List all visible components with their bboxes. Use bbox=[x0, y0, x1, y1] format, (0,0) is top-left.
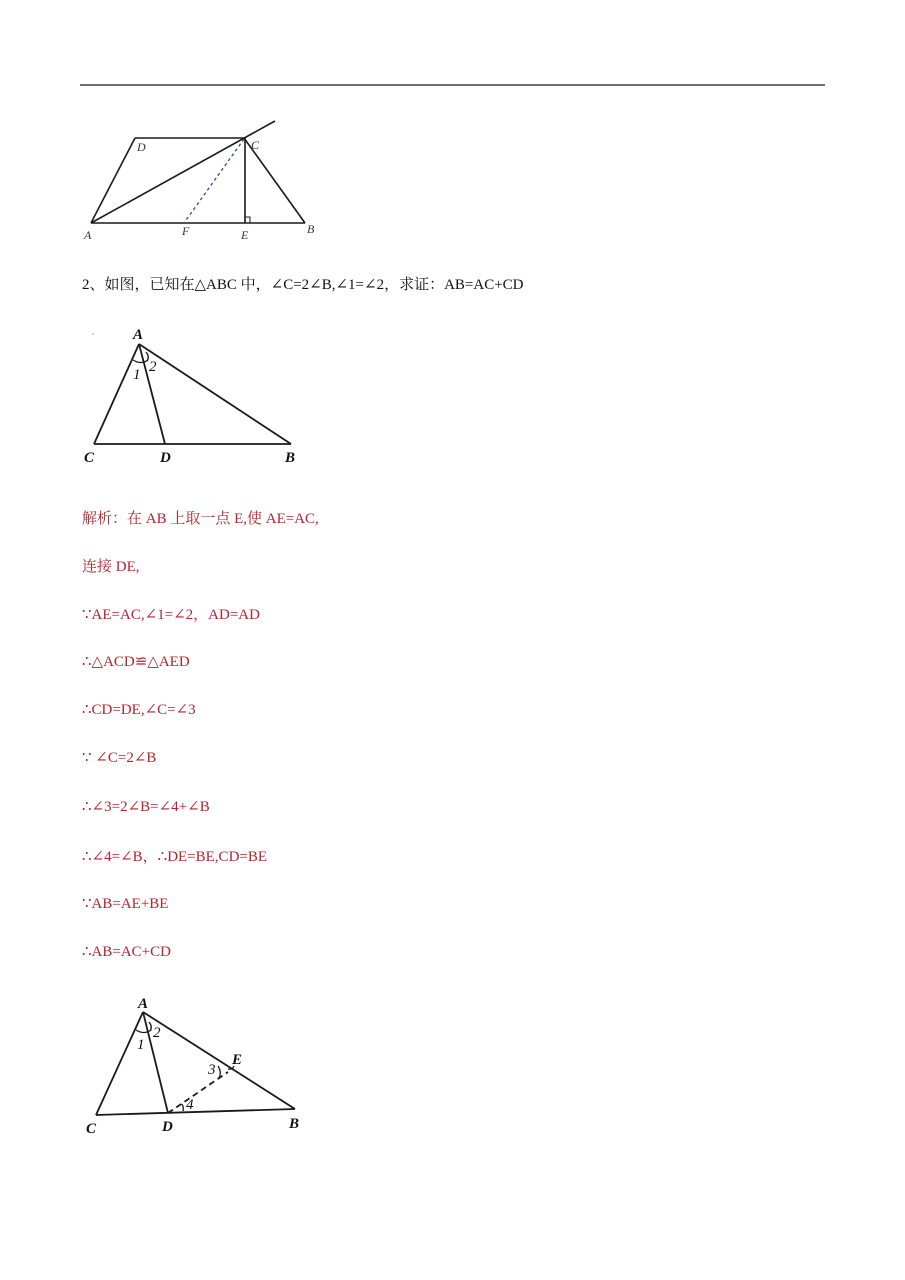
label-angle-4: 4 bbox=[186, 1097, 194, 1113]
label-A: A bbox=[138, 996, 149, 1012]
solution-line-7: ∴∠3=2∠B=∠4+∠B bbox=[82, 799, 210, 815]
figure-trapezoid bbox=[70, 110, 340, 245]
label-D: D bbox=[137, 140, 146, 154]
solution-line-4: ∴△ACD≌△AED bbox=[82, 654, 190, 670]
label-D: D bbox=[160, 450, 171, 466]
label-B: B bbox=[307, 222, 315, 236]
label-A: A bbox=[84, 228, 92, 242]
solution-line-3: ∵AE=AC,∠1=∠2，AD=AD bbox=[82, 607, 260, 623]
problem-statement: 2、如图，已知在△ABC 中，∠C=2∠B,∠1=∠2，求证：AB=AC+CD bbox=[82, 277, 524, 293]
label-angle-1: 1 bbox=[137, 1037, 145, 1053]
label-angle-1: 1 bbox=[133, 367, 141, 383]
label-angle-2: 2 bbox=[153, 1025, 161, 1041]
solution-line-1: 解析：在 AB 上取一点 E,使 AE=AC, bbox=[82, 511, 319, 527]
label-E: E bbox=[232, 1052, 243, 1068]
label-E: E bbox=[241, 228, 249, 242]
label-D: D bbox=[162, 1119, 173, 1135]
label-angle-3: 3 bbox=[208, 1062, 216, 1078]
label-B: B bbox=[285, 450, 296, 466]
label-F: F bbox=[182, 224, 190, 238]
label-angle-2: 2 bbox=[149, 359, 157, 375]
figure-triangle-solution bbox=[75, 985, 315, 1135]
solution-line-2: 连接 DE, bbox=[82, 559, 140, 575]
solution-line-6: ∵ ∠C=2∠B bbox=[82, 750, 157, 766]
solution-line-9: ∵AB=AE+BE bbox=[82, 896, 169, 912]
label-C: C bbox=[251, 138, 260, 152]
label-B: B bbox=[289, 1116, 300, 1132]
solution-line-10: ∴AB=AC+CD bbox=[82, 944, 171, 960]
figure-triangle-problem bbox=[75, 315, 315, 475]
solution-line-5: ∴CD=DE,∠C=∠3 bbox=[82, 702, 196, 718]
label-C: C bbox=[86, 1121, 97, 1135]
label-C: C bbox=[84, 450, 95, 466]
label-A: A bbox=[133, 327, 144, 343]
header-rule bbox=[80, 84, 825, 86]
solution-line-8: ∴∠4=∠B，∴DE=BE,CD=BE bbox=[82, 849, 268, 865]
